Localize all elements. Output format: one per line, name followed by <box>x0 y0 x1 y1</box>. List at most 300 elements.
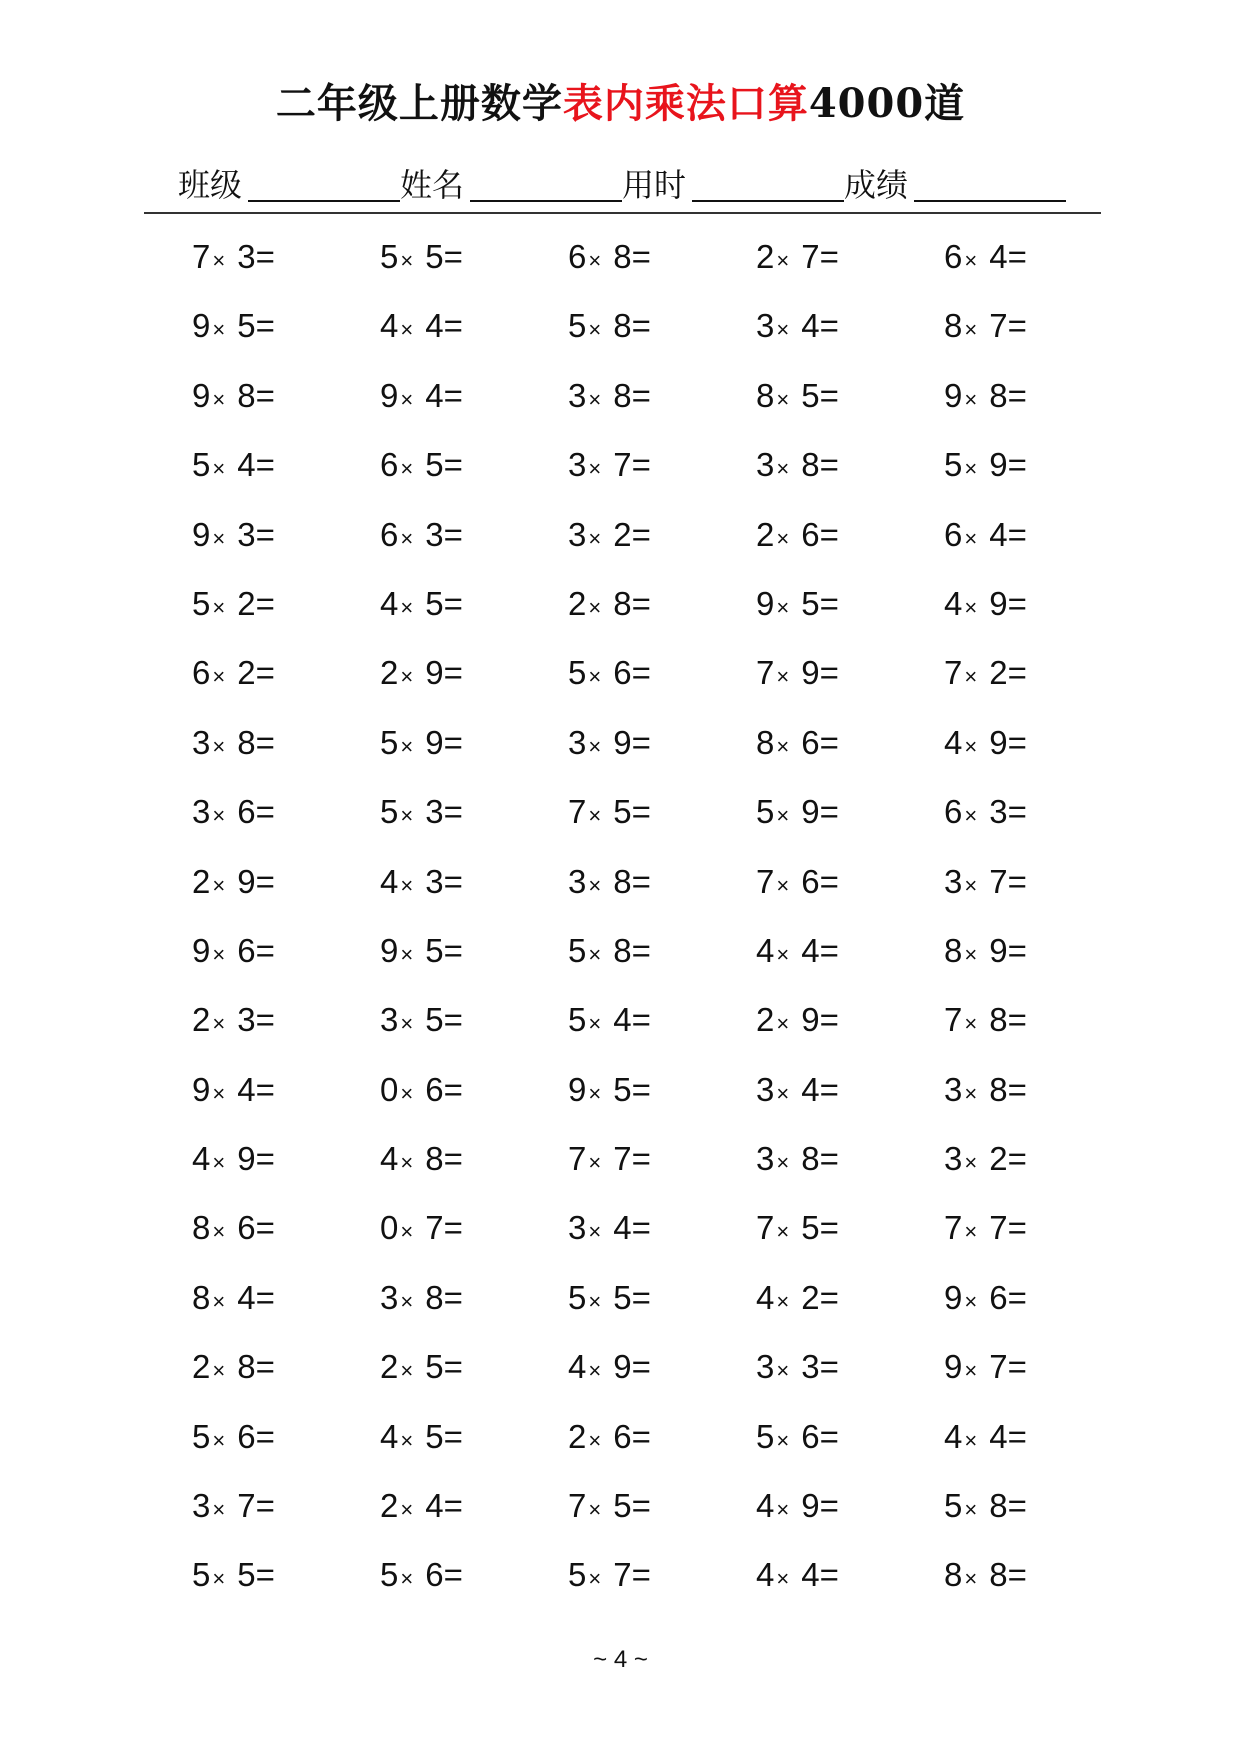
equals-sign: = <box>255 238 275 275</box>
equals-sign: = <box>443 376 463 414</box>
problem-item[interactable] <box>380 1481 568 1550</box>
operand-a: 8 <box>944 931 963 969</box>
problem-item[interactable] <box>756 1342 944 1411</box>
problem-item[interactable] <box>944 995 1132 1064</box>
times-sign: × <box>964 1150 978 1176</box>
problem-item[interactable] <box>568 440 756 509</box>
operand-a: 5 <box>192 584 211 622</box>
problem-item[interactable] <box>192 1065 380 1134</box>
equals-sign: = <box>443 1209 463 1247</box>
problem-item[interactable] <box>568 648 756 717</box>
problem-item[interactable] <box>944 1412 1132 1481</box>
equals-sign: = <box>819 376 839 414</box>
problem-item[interactable] <box>380 1550 568 1619</box>
equals-sign: = <box>443 446 463 484</box>
operand-a: 4 <box>380 584 399 622</box>
times-sign: × <box>964 941 978 967</box>
operand-a: 8 <box>944 1556 963 1594</box>
times-sign: × <box>964 1497 978 1523</box>
operand-b: 5 <box>425 931 444 969</box>
operand-b: 9 <box>801 1001 820 1039</box>
class-label: 班级 <box>178 166 243 204</box>
problem-item[interactable] <box>380 1412 568 1481</box>
equals-sign: = <box>1007 1556 1027 1594</box>
times-sign: × <box>588 664 602 690</box>
times-sign: × <box>212 1566 226 1592</box>
operand-b: 3 <box>801 1348 820 1386</box>
class-field <box>178 160 400 210</box>
equals-sign: = <box>443 931 463 969</box>
times-sign: × <box>776 1150 790 1176</box>
operand-a: 3 <box>944 1140 963 1178</box>
operand-a: 5 <box>568 654 587 692</box>
operand-b: 5 <box>613 1070 632 1108</box>
time-blank[interactable] <box>692 160 844 202</box>
problem-item[interactable] <box>380 1273 568 1342</box>
problem-item[interactable] <box>756 1065 944 1134</box>
equals-sign: = <box>631 1001 651 1039</box>
equals-sign: = <box>1007 723 1027 761</box>
equals-sign: = <box>255 515 275 553</box>
operand-b: 3 <box>425 793 444 831</box>
problem-item[interactable] <box>568 1134 756 1203</box>
operand-b: 7 <box>989 1348 1008 1386</box>
problem-item[interactable] <box>756 1134 944 1203</box>
problem-item[interactable] <box>944 1203 1132 1272</box>
problem-item[interactable] <box>756 857 944 926</box>
operand-b: 2 <box>237 654 256 692</box>
problem-item[interactable] <box>568 579 756 648</box>
problem-item[interactable] <box>192 857 380 926</box>
times-sign: × <box>588 1011 602 1037</box>
time-label: 用时 <box>622 166 687 204</box>
problem-item[interactable] <box>380 371 568 440</box>
operand-a: 3 <box>756 446 775 484</box>
problem-item[interactable] <box>192 301 380 370</box>
name-blank[interactable] <box>470 160 622 202</box>
problem-row <box>192 718 1132 787</box>
operand-b: 4 <box>801 1070 820 1108</box>
equals-sign: = <box>255 307 275 345</box>
problem-item[interactable] <box>756 579 944 648</box>
operand-b: 2 <box>613 515 632 553</box>
times-sign: × <box>776 1288 790 1314</box>
problem-item[interactable] <box>568 1065 756 1134</box>
equals-sign: = <box>819 723 839 761</box>
problem-item[interactable] <box>380 1065 568 1134</box>
operand-b: 5 <box>801 1209 820 1247</box>
equals-sign: = <box>443 515 463 553</box>
equals-sign: = <box>255 1001 275 1039</box>
problem-item[interactable] <box>944 787 1132 856</box>
operand-a: 7 <box>756 1209 775 1247</box>
operand-a: 4 <box>944 723 963 761</box>
problem-item[interactable] <box>756 1550 944 1619</box>
problem-item[interactable] <box>380 1342 568 1411</box>
operand-a: 9 <box>192 515 211 553</box>
equals-sign: = <box>1007 446 1027 484</box>
operand-b: 6 <box>989 1278 1008 1316</box>
equals-sign: = <box>443 307 463 345</box>
times-sign: × <box>212 733 226 759</box>
problem-item[interactable] <box>380 787 568 856</box>
operand-a: 5 <box>568 931 587 969</box>
operand-b: 6 <box>237 931 256 969</box>
problem-item[interactable] <box>756 1412 944 1481</box>
title-suffix: 4000道 <box>808 80 966 127</box>
problem-item[interactable] <box>944 857 1132 926</box>
operand-b: 9 <box>801 1487 820 1525</box>
times-sign: × <box>964 248 978 273</box>
operand-b: 5 <box>613 1278 632 1316</box>
operand-a: 5 <box>568 307 587 345</box>
operand-a: 8 <box>944 307 963 345</box>
equals-sign: = <box>443 238 463 275</box>
problem-item[interactable] <box>756 301 944 370</box>
equals-sign: = <box>819 1487 839 1525</box>
problem-item[interactable] <box>944 1481 1132 1550</box>
times-sign: × <box>588 1427 602 1453</box>
equals-sign: = <box>631 584 651 622</box>
problem-item[interactable] <box>944 1134 1132 1203</box>
equals-sign: = <box>819 515 839 553</box>
equals-sign: = <box>443 1348 463 1386</box>
problem-item[interactable] <box>380 718 568 787</box>
operand-a: 4 <box>756 931 775 969</box>
times-sign: × <box>776 803 790 829</box>
problem-item[interactable] <box>756 1481 944 1550</box>
operand-a: 6 <box>192 654 211 692</box>
times-sign: × <box>776 941 790 967</box>
operand-a: 7 <box>756 862 775 900</box>
problem-item[interactable] <box>568 1412 756 1481</box>
problem-item[interactable] <box>756 995 944 1064</box>
score-blank[interactable] <box>914 160 1066 202</box>
equals-sign: = <box>255 1417 275 1455</box>
times-sign: × <box>964 1358 978 1384</box>
problem-item[interactable] <box>380 301 568 370</box>
operand-a: 4 <box>756 1487 775 1525</box>
problem-item[interactable] <box>192 718 380 787</box>
problem-item[interactable] <box>944 1065 1132 1134</box>
times-sign: × <box>400 594 414 620</box>
operand-a: 8 <box>192 1278 211 1316</box>
problem-item[interactable] <box>380 440 568 509</box>
operand-a: 4 <box>756 1556 775 1594</box>
problem-row <box>192 510 1132 579</box>
problem-row <box>192 579 1132 648</box>
equals-sign: = <box>631 723 651 761</box>
times-sign: × <box>776 1358 790 1384</box>
equals-sign: = <box>631 515 651 553</box>
times-sign: × <box>588 872 602 898</box>
problem-item[interactable] <box>756 1273 944 1342</box>
problem-item[interactable] <box>192 926 380 995</box>
problem-item[interactable] <box>192 440 380 509</box>
operand-b: 9 <box>613 723 632 761</box>
times-sign: × <box>212 1219 226 1245</box>
equals-sign: = <box>631 1556 651 1594</box>
times-sign: × <box>964 1219 978 1245</box>
problem-item[interactable] <box>756 510 944 579</box>
problem-row <box>192 1550 1132 1619</box>
equals-sign: = <box>1007 1417 1027 1455</box>
problem-row <box>192 1203 1132 1272</box>
problem-row <box>192 1481 1132 1550</box>
equals-sign: = <box>1007 931 1027 969</box>
score-label: 成绩 <box>844 166 909 204</box>
operand-b: 6 <box>613 1417 632 1455</box>
operand-a: 4 <box>568 1348 587 1386</box>
problem-item[interactable] <box>756 926 944 995</box>
problem-item[interactable] <box>756 440 944 509</box>
problem-item[interactable] <box>756 232 944 301</box>
problem-item[interactable] <box>380 995 568 1064</box>
problem-item[interactable] <box>568 301 756 370</box>
operand-b: 9 <box>801 793 820 831</box>
equals-sign: = <box>631 1278 651 1316</box>
operand-b: 5 <box>613 793 632 831</box>
equals-sign: = <box>443 1140 463 1178</box>
operand-b: 7 <box>989 862 1008 900</box>
problem-grid <box>192 232 1132 1620</box>
problem-item[interactable] <box>192 510 380 579</box>
problem-item[interactable] <box>944 301 1132 370</box>
problem-item[interactable] <box>944 371 1132 440</box>
problem-item[interactable] <box>756 718 944 787</box>
operand-b: 3 <box>237 1001 256 1039</box>
problem-item[interactable] <box>192 787 380 856</box>
problem-item[interactable] <box>380 1203 568 1272</box>
times-sign: × <box>964 803 978 829</box>
operand-b: 4 <box>989 238 1008 275</box>
problem-item[interactable] <box>192 232 380 301</box>
equals-sign: = <box>1007 1140 1027 1178</box>
operand-b: 4 <box>237 1070 256 1108</box>
equals-sign: = <box>631 1348 651 1386</box>
equals-sign: = <box>443 1417 463 1455</box>
problem-item[interactable] <box>380 648 568 717</box>
operand-a: 4 <box>944 1417 963 1455</box>
problem-item[interactable] <box>568 718 756 787</box>
times-sign: × <box>776 872 790 898</box>
times-sign: × <box>212 803 226 829</box>
problem-item[interactable] <box>944 926 1132 995</box>
problem-item[interactable] <box>944 232 1132 301</box>
problem-item[interactable] <box>192 1550 380 1619</box>
problem-item[interactable] <box>380 926 568 995</box>
operand-a: 8 <box>756 376 775 414</box>
times-sign: × <box>400 1011 414 1037</box>
times-sign: × <box>964 317 978 343</box>
equals-sign: = <box>819 1278 839 1316</box>
problem-item[interactable] <box>380 857 568 926</box>
operand-a: 3 <box>944 862 963 900</box>
operand-a: 3 <box>568 446 587 484</box>
operand-b: 5 <box>237 307 256 345</box>
operand-a: 5 <box>192 446 211 484</box>
problem-item[interactable] <box>756 787 944 856</box>
times-sign: × <box>588 386 602 412</box>
operand-b: 8 <box>425 1140 444 1178</box>
problem-item[interactable] <box>568 1550 756 1619</box>
times-sign: × <box>400 1427 414 1453</box>
problem-row <box>192 232 1132 301</box>
operand-b: 6 <box>801 862 820 900</box>
equals-sign: = <box>255 1209 275 1247</box>
title-prefix: 二年级上册数学 <box>275 80 563 127</box>
operand-a: 2 <box>192 1001 211 1039</box>
problem-item[interactable] <box>568 1203 756 1272</box>
problem-item[interactable] <box>756 648 944 717</box>
times-sign: × <box>400 1497 414 1523</box>
problem-item[interactable] <box>568 1273 756 1342</box>
problem-item[interactable] <box>568 857 756 926</box>
times-sign: × <box>212 386 226 412</box>
equals-sign: = <box>255 584 275 622</box>
operand-b: 6 <box>237 1209 256 1247</box>
problem-item[interactable] <box>192 1134 380 1203</box>
operand-b: 4 <box>613 1001 632 1039</box>
operand-a: 9 <box>380 931 399 969</box>
operand-a: 3 <box>192 723 211 761</box>
class-blank[interactable] <box>248 160 400 202</box>
problem-item[interactable] <box>568 995 756 1064</box>
operand-b: 9 <box>801 654 820 692</box>
operand-a: 9 <box>192 376 211 414</box>
problem-item[interactable] <box>568 510 756 579</box>
problem-item[interactable] <box>756 371 944 440</box>
operand-a: 5 <box>192 1556 211 1594</box>
times-sign: × <box>588 1358 602 1384</box>
operand-b: 5 <box>425 446 444 484</box>
problem-item[interactable] <box>568 1342 756 1411</box>
equals-sign: = <box>819 1001 839 1039</box>
problem-row <box>192 1412 1132 1481</box>
operand-b: 3 <box>425 862 444 900</box>
operand-b: 7 <box>425 1209 444 1247</box>
operand-b: 8 <box>989 376 1008 414</box>
equals-sign: = <box>255 1487 275 1525</box>
problem-row <box>192 857 1132 926</box>
problem-item[interactable] <box>192 648 380 717</box>
times-sign: × <box>212 1358 226 1384</box>
operand-a: 2 <box>756 238 775 275</box>
problem-item[interactable] <box>192 1203 380 1272</box>
operand-b: 5 <box>613 1487 632 1525</box>
operand-a: 2 <box>380 654 399 692</box>
problem-row <box>192 1134 1132 1203</box>
problem-item[interactable] <box>380 579 568 648</box>
operand-b: 4 <box>801 1556 820 1594</box>
problem-item[interactable] <box>944 579 1132 648</box>
operand-b: 4 <box>801 931 820 969</box>
problem-item[interactable] <box>192 1412 380 1481</box>
problem-item[interactable] <box>568 371 756 440</box>
equals-sign: = <box>819 931 839 969</box>
problem-item[interactable] <box>944 1550 1132 1619</box>
operand-b: 5 <box>237 1556 256 1594</box>
equals-sign: = <box>631 1487 651 1525</box>
operand-a: 3 <box>192 793 211 831</box>
times-sign: × <box>400 1288 414 1314</box>
problem-item[interactable] <box>192 1342 380 1411</box>
operand-a: 4 <box>380 307 399 345</box>
problem-item[interactable] <box>944 648 1132 717</box>
problem-item[interactable] <box>568 787 756 856</box>
operand-a: 5 <box>756 1417 775 1455</box>
operand-a: 7 <box>944 1209 963 1247</box>
problem-item[interactable] <box>944 1342 1132 1411</box>
problem-item[interactable] <box>192 371 380 440</box>
problem-item[interactable] <box>568 232 756 301</box>
operand-b: 9 <box>425 654 444 692</box>
times-sign: × <box>212 1288 226 1314</box>
operand-a: 3 <box>756 307 775 345</box>
times-sign: × <box>776 386 790 412</box>
equals-sign: = <box>631 376 651 414</box>
equals-sign: = <box>631 1417 651 1455</box>
equals-sign: = <box>443 1001 463 1039</box>
times-sign: × <box>400 456 414 482</box>
problem-item[interactable] <box>192 1273 380 1342</box>
problem-item[interactable] <box>568 926 756 995</box>
equals-sign: = <box>819 1209 839 1247</box>
times-sign: × <box>400 664 414 690</box>
operand-a: 6 <box>944 238 963 275</box>
problem-item[interactable] <box>944 510 1132 579</box>
times-sign: × <box>776 1427 790 1453</box>
operand-b: 7 <box>613 1140 632 1178</box>
problem-item[interactable] <box>944 718 1132 787</box>
operand-b: 4 <box>425 376 444 414</box>
problem-item[interactable] <box>568 1481 756 1550</box>
operand-a: 3 <box>568 515 587 553</box>
equals-sign: = <box>631 1209 651 1247</box>
problem-item[interactable] <box>380 232 568 301</box>
times-sign: × <box>588 594 602 620</box>
times-sign: × <box>776 456 790 482</box>
times-sign: × <box>776 1566 790 1592</box>
times-sign: × <box>400 525 414 551</box>
operand-a: 6 <box>380 515 399 553</box>
equals-sign: = <box>1007 1001 1027 1039</box>
operand-a: 5 <box>380 793 399 831</box>
problem-item[interactable] <box>944 1273 1132 1342</box>
operand-b: 5 <box>425 1417 444 1455</box>
problem-item[interactable] <box>756 1203 944 1272</box>
equals-sign: = <box>1007 238 1027 275</box>
problem-item[interactable] <box>192 1481 380 1550</box>
operand-a: 9 <box>756 584 775 622</box>
problem-item[interactable] <box>380 1134 568 1203</box>
times-sign: × <box>400 733 414 759</box>
equals-sign: = <box>1007 1487 1027 1525</box>
problem-item[interactable] <box>944 440 1132 509</box>
problem-item[interactable] <box>192 995 380 1064</box>
operand-b: 8 <box>989 1001 1008 1039</box>
problem-item[interactable] <box>380 510 568 579</box>
operand-b: 6 <box>613 654 632 692</box>
operand-a: 5 <box>380 723 399 761</box>
operand-b: 5 <box>425 1001 444 1039</box>
problem-item[interactable] <box>192 579 380 648</box>
times-sign: × <box>400 872 414 898</box>
problem-row <box>192 1273 1132 1342</box>
equals-sign: = <box>631 446 651 484</box>
times-sign: × <box>400 803 414 829</box>
operand-b: 5 <box>425 238 444 275</box>
